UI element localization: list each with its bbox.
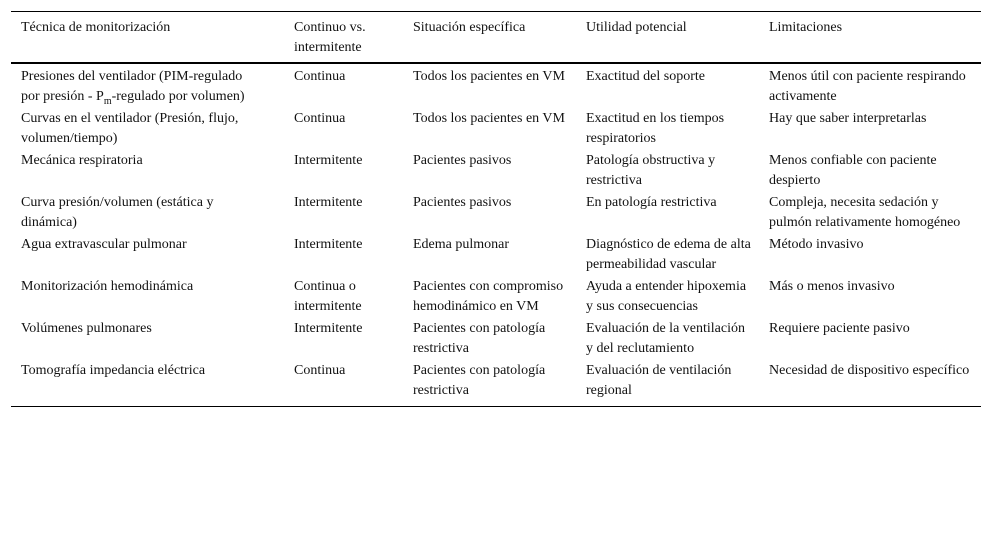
cell-continuo: Continua — [294, 69, 346, 84]
cell-continuo: Continua — [294, 363, 346, 378]
cell-tecnica: Agua extravascular pulmonar — [21, 237, 187, 252]
table-row — [11, 276, 981, 318]
table-row — [11, 150, 981, 192]
cell-situacion: Pacientes con compromiso hemodinámico en VM — [413, 279, 564, 314]
cell-continuo: Intermitente — [294, 237, 363, 252]
cell-situacion: Pacientes con patología restrictiva — [413, 363, 546, 398]
cell-continuo: Continua o intermitente — [294, 279, 362, 314]
table-row — [11, 192, 981, 234]
cell-utilidad: Evaluación de la ventilación y del reclutamiento — [586, 321, 745, 356]
cell-situacion: Edema pulmonar — [413, 237, 510, 252]
cell-tecnica — [11, 63, 284, 108]
cell-limitaciones: Método invasivo — [769, 237, 864, 252]
table-row — [11, 234, 981, 276]
cell-tecnica: Curva presión/volumen (estática y dinámica) — [21, 195, 214, 230]
cell-limitaciones: Menos útil con paciente respirando activamente — [769, 69, 966, 104]
cell-utilidad: Exactitud del soporte — [586, 69, 705, 84]
cell-continuo: Intermitente — [294, 195, 363, 210]
header-utilidad: Utilidad potencial — [586, 20, 687, 35]
cell-tecnica: Curvas en el ventilador (Presión, flujo, volumen/tiempo) — [21, 111, 239, 146]
cell-limitaciones: Menos confiable con paciente despierto — [769, 153, 937, 188]
cell-utilidad: Diagnóstico de edema de alta permeabilidad vascular — [586, 237, 751, 272]
header-tecnica: Técnica de monitorización — [21, 20, 171, 35]
cell-utilidad: Ayuda a entender hipoxemia y sus consecuencias — [586, 279, 747, 314]
header-row — [11, 12, 981, 64]
tecnica-text-end: -regulado por volumen) — [111, 89, 245, 104]
table-header — [11, 12, 981, 64]
table-row — [11, 63, 981, 108]
tecnica-text: Presiones del ventilador (PIM-regulado por presión - P — [21, 69, 243, 104]
cell-tecnica: Monitorización hemodinámica — [21, 279, 194, 294]
header-situacion: Situación específica — [413, 20, 526, 35]
cell-continuo: Intermitente — [294, 321, 363, 336]
cell-tecnica: Volúmenes pulmonares — [21, 321, 152, 336]
table-row — [11, 360, 981, 407]
cell-tecnica: Mecánica respiratoria — [21, 153, 143, 168]
cell-situacion: Pacientes pasivos — [413, 153, 512, 168]
cell-limitaciones: Requiere paciente pasivo — [769, 321, 910, 336]
tecnica-subscript: m — [103, 95, 112, 107]
cell-continuo: Continua — [294, 111, 346, 126]
cell-tecnica: Tomografía impedancia eléctrica — [21, 363, 206, 378]
cell-utilidad: Exactitud en los tiempos respiratorios — [586, 111, 725, 146]
cell-limitaciones: Más o menos invasivo — [769, 279, 895, 294]
header-limitaciones: Limitaciones — [769, 20, 843, 35]
monitoring-table — [11, 11, 981, 407]
cell-situacion: Todos los pacientes en VM — [413, 111, 565, 126]
cell-situacion: Pacientes con patología restrictiva — [413, 321, 546, 356]
table-body — [11, 63, 981, 407]
cell-limitaciones: Compleja, necesita sedación y pulmón relativamente homogéneo — [769, 195, 961, 230]
cell-situacion: Pacientes pasivos — [413, 195, 512, 210]
table-row — [11, 318, 981, 360]
header-continuo: Continuo vs. intermitente — [294, 20, 366, 55]
cell-continuo: Intermitente — [294, 153, 363, 168]
table-row — [11, 108, 981, 150]
cell-limitaciones: Necesidad de dispositivo específico — [769, 363, 970, 378]
cell-utilidad: Evaluación de ventilación regional — [586, 363, 732, 398]
cell-situacion: Todos los pacientes en VM — [413, 69, 565, 84]
cell-utilidad: En patología restrictiva — [586, 195, 717, 210]
cell-limitaciones: Hay que saber interpretarlas — [769, 111, 927, 126]
cell-utilidad: Patología obstructiva y restrictiva — [586, 153, 716, 188]
